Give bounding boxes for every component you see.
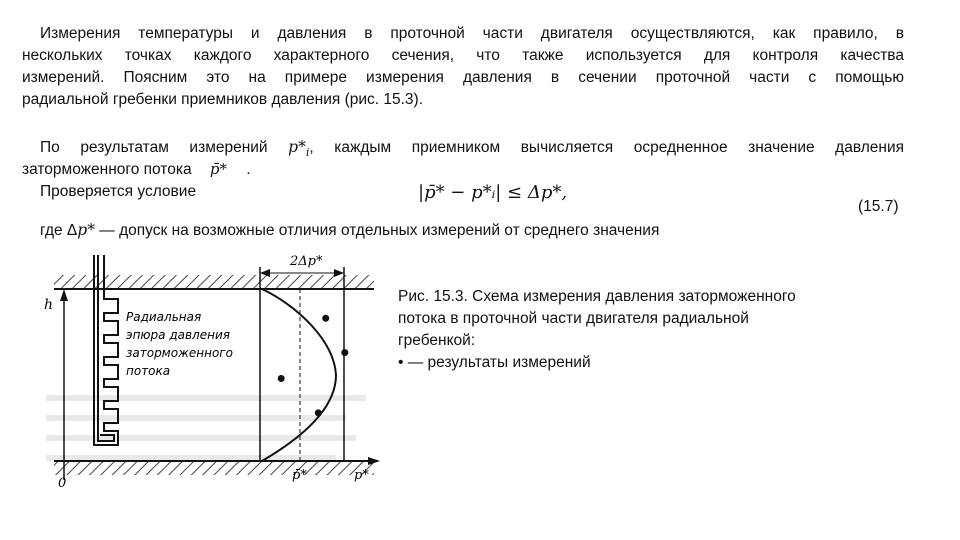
where-line xyxy=(40,219,900,242)
zero-label: 0 xyxy=(58,476,67,490)
figure-caption xyxy=(398,286,878,374)
where-suffix: — допуск на возможные отличия отдельных измерений от среднего значения xyxy=(94,222,660,239)
svg-text:заторможенного: заторможенного xyxy=(126,346,233,360)
paragraph-1-line-2: нескольких точках каждого характерного сечения, что также используется для контроля качества xyxy=(22,47,904,64)
p2-symbol: p* xyxy=(288,138,306,156)
pbar-symbol-image xyxy=(196,160,242,180)
where-symbol: p* xyxy=(77,221,95,239)
pbar-axis-label: p̄* xyxy=(292,468,307,483)
svg-text:Радиальная: Радиальная xyxy=(126,310,202,324)
paragraph-1-line-1: Измерения температуры и давления в проточной части двигателя осуществляются, как правило, в xyxy=(40,25,904,42)
h-axis-label: h xyxy=(44,297,54,313)
top-wall-hatch xyxy=(54,275,374,289)
profile-annotation xyxy=(126,310,233,378)
formula-15-7: |p̄* − p*ᵢ| ≤ Δp*, xyxy=(418,182,568,203)
formula-number: (15.7) xyxy=(858,198,899,215)
caption-line-3: гребенкой: xyxy=(398,332,476,349)
p2-line2-end: . xyxy=(246,161,251,178)
paragraph-2-line-1: По результатам измерений $p*_i$, каждым приемником вычисляется осредненное значение давления xyxy=(40,138,904,160)
where-prefix: где Δ xyxy=(40,222,78,239)
measurement-point-4 xyxy=(315,409,322,416)
caption-line-2: потока в проточной части двигателя радиальной xyxy=(398,310,749,327)
p-axis-label: p* xyxy=(354,468,369,483)
paragraph-1-line-3: измерений. Поясним это на примере измерения давления в сечении проточной части с помощью xyxy=(22,69,904,86)
bottom-wall-hatch xyxy=(54,461,374,475)
figure-15-3 xyxy=(36,245,381,490)
caption-line-4: • — результаты измерений xyxy=(398,354,591,371)
paragraph-1-line-4: радиальной гребенки приемников давления (рис. 15.3). xyxy=(22,91,424,108)
p2-subscript: i xyxy=(305,146,310,160)
measurement-point-1 xyxy=(322,315,329,322)
caption-line-1: Рис. 15.3. Схема измерения давления заторможенного xyxy=(398,288,796,305)
svg-text:потока: потока xyxy=(126,364,171,378)
pbar-symbol: p̄* xyxy=(209,159,228,178)
measurement-point-3 xyxy=(278,375,285,382)
dimension-label: 2Δp* xyxy=(290,254,323,269)
paragraph-2-line-2 xyxy=(22,159,904,181)
svg-text:эпюра давления: эпюра давления xyxy=(126,328,230,342)
measurement-points xyxy=(278,315,349,417)
measurement-point-2 xyxy=(341,349,348,356)
paragraph-3: Проверяется условие xyxy=(40,183,197,200)
h-axis-arrow xyxy=(60,289,68,301)
p2-line2-text: заторможенного потока xyxy=(22,161,192,178)
p2-prefix: По результатам измерений xyxy=(40,139,268,156)
p2-suffix: каждым приемником вычисляется осредненное значение давления xyxy=(313,139,904,156)
